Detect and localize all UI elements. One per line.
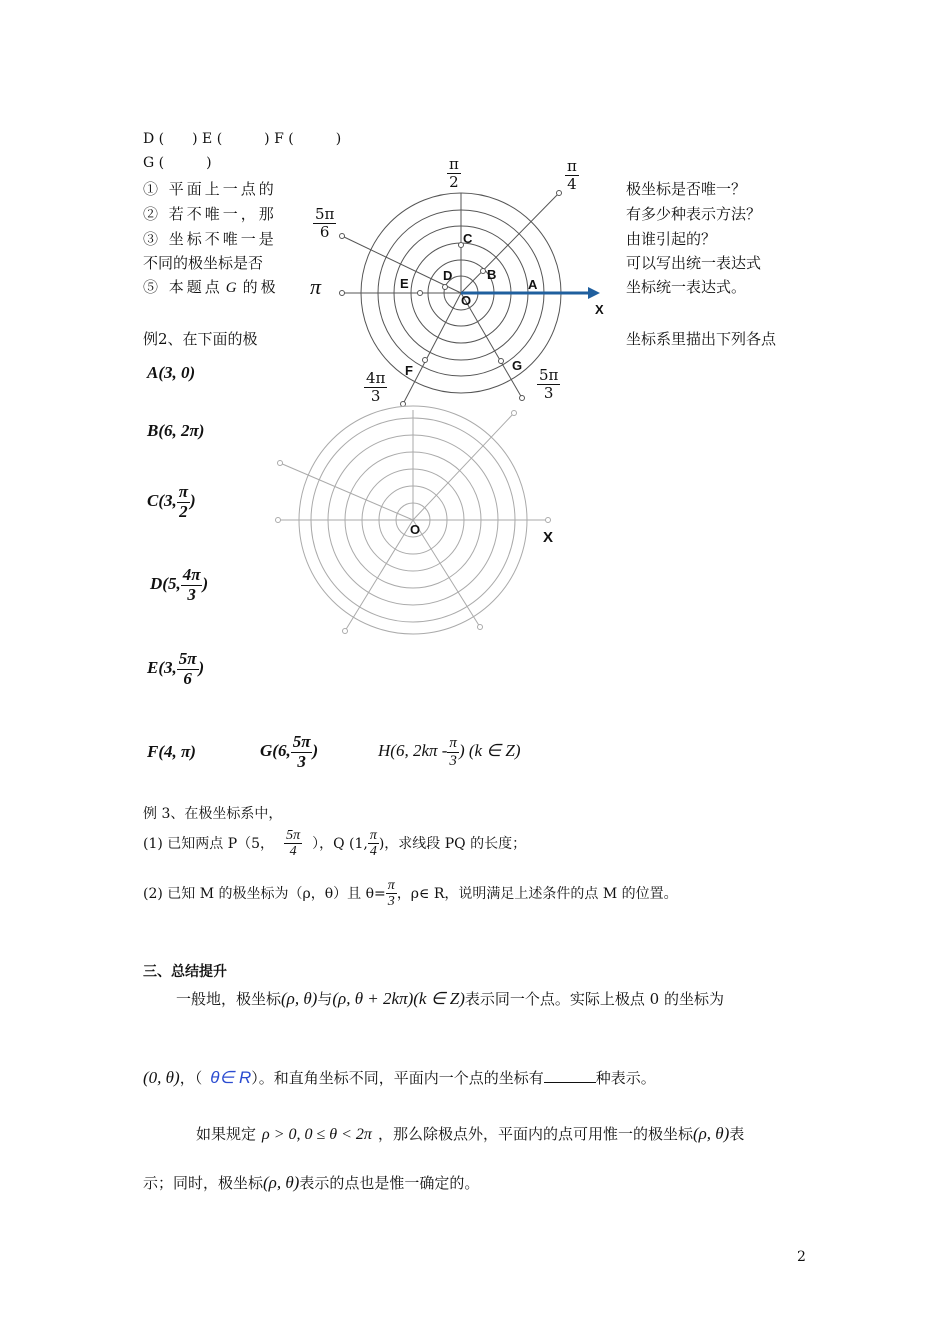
point-e <box>418 291 423 296</box>
point-h-coord: H(6, 2kπ - $\frac{\pi}{3}$ ) (k ∈ Z) <box>378 735 521 769</box>
point-e-coord: E(3, $\frac{5\pi}{6}$ ) <box>147 649 205 688</box>
summary-paragraph-2: (0, θ)，（ θ∈ R）。和直角坐标不同，平面内一个点的坐标有 种表示。 <box>143 1068 656 1087</box>
label-f: F <box>405 363 413 378</box>
label-origin-2: O <box>410 522 421 537</box>
point-d-coord: D(5, $\frac{4\pi}{3}$ ) <box>150 565 209 604</box>
polar-diagram-2 <box>0 400 950 650</box>
point-c-coord: C(3, $\frac{\pi}{2}$ ) <box>147 482 196 521</box>
point-g-coord: G(6, $\frac{5\pi}{3}$ ) <box>260 732 319 771</box>
right-note-2: 有多少种表示方法？ <box>626 205 762 223</box>
right-note-3: 由谁引起的？ <box>626 230 717 248</box>
example3-q2: (2) 已知 M 的极坐标为（ρ，θ）且 θ= $\frac{\pi}{3}$ ，ρ∈ R，说明满足上述条件的点 M 的位置。 <box>143 878 678 910</box>
question-4: 不同的极坐标是否 <box>143 254 264 272</box>
question-1: ① 平面上一点的 <box>143 180 277 198</box>
arrow-head <box>588 287 600 299</box>
angle-pi-4: $\frac{\pi}{4}$ <box>567 157 577 193</box>
label-a: A <box>528 277 538 292</box>
label-axis-x-2: X <box>543 529 554 546</box>
label-axis-x-1: X <box>595 302 604 317</box>
point-a-coord: A(3, 0) <box>147 363 196 382</box>
summary-heading: 三、总结提升 <box>143 963 227 979</box>
point-f-coord: F(4, π) <box>147 742 196 761</box>
fill-in-blank[interactable] <box>544 1068 596 1083</box>
angle-5pi-6: $\frac{5\pi}{6}$ <box>315 205 335 241</box>
right-note-4: 可以写出统一表达式 <box>626 254 762 272</box>
ray-5pi-3 <box>461 293 522 398</box>
example3-q1: (1) 已知两点 P（5， $\frac{5\pi}{4}$ ），Q (1, $\frac{\pi}{4}$ )，求线段 PQ 的长度； <box>143 828 527 860</box>
example3-title: 例 3、在极坐标系中， <box>143 806 283 822</box>
right-note-1: 极坐标是否唯一？ <box>626 180 747 198</box>
question-2: ② 若不唯一，那 <box>143 205 277 223</box>
angle-4pi-3: $\frac{4\pi}{3}$ <box>366 369 386 405</box>
label-c: C <box>463 231 473 246</box>
summary-paragraph-3: 如果规定 ρ > 0, 0 ≤ θ < 2π ，那么除极点外，平面内的点可用惟一的极坐标(ρ, θ)表 <box>196 1124 745 1143</box>
polar-diagram-1 <box>0 0 950 420</box>
point-b <box>481 269 486 274</box>
angle-pi: π <box>310 274 322 299</box>
label-b: B <box>487 267 497 282</box>
angle-pi-2: $\frac{\pi}{2}$ <box>449 155 459 191</box>
summary-paragraph-4: 示；同时，极坐标(ρ, θ)表示的点也是惟一确定的。 <box>143 1173 480 1192</box>
point-b-coord: B(6, 2π) <box>147 421 205 440</box>
answer-line-def: D ( ) E ( ) F ( ) <box>143 131 342 147</box>
example2-intro-left: 例2、在下面的极 <box>143 330 258 348</box>
label-d: D <box>443 268 453 283</box>
page-number: 2 <box>797 1249 806 1265</box>
point-g <box>499 359 504 364</box>
answer-line-g: G ( ) <box>143 155 212 171</box>
label-e: E <box>400 276 409 291</box>
angle-5pi-3: $\frac{5\pi}{3}$ <box>539 366 559 402</box>
point-f <box>423 358 428 363</box>
question-3: ③ 坐标不唯一是 <box>143 230 277 248</box>
question-5: ⑤ 本题点 G 的极 <box>143 278 279 296</box>
right-note-5: 坐标统一表达式。 <box>626 278 747 296</box>
point-d <box>443 285 448 290</box>
summary-paragraph-1: 一般地，极坐标(ρ, θ)与(ρ, θ + 2kπ)(k ∈ Z)表示同一个点。实际上极点 0 的坐标为 <box>176 989 724 1008</box>
label-origin-1: O <box>461 293 472 308</box>
example2-intro-right: 坐标系里描出下列各点 <box>626 330 777 348</box>
ray-pi-4 <box>461 193 559 293</box>
label-g: G <box>512 358 523 373</box>
